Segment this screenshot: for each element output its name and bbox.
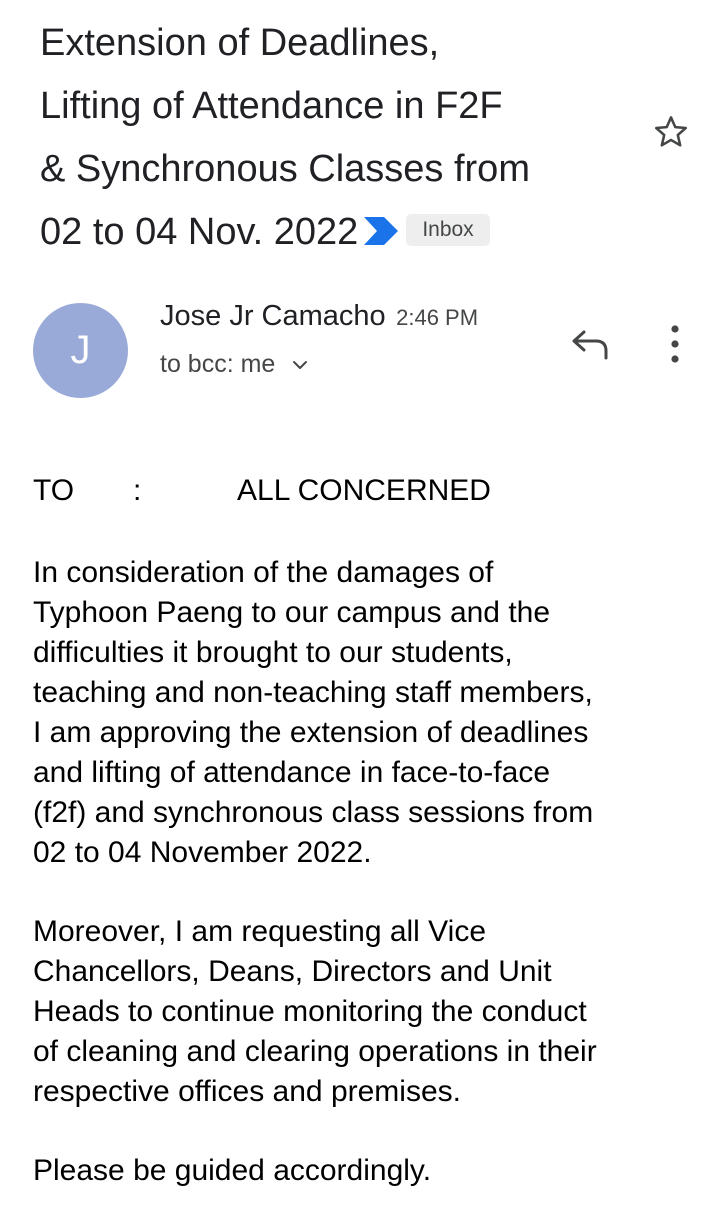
subject-line-last <box>40 201 630 264</box>
recipients-toggle[interactable] <box>160 350 308 379</box>
to-colon: : <box>133 474 142 507</box>
importance-marker-icon[interactable] <box>364 217 398 245</box>
email-subject <box>40 12 630 264</box>
sender-line <box>160 300 478 333</box>
body-line: Moreover, I am requesting all Vice <box>33 915 487 948</box>
body-line: of cleaning and clearing operations in their <box>33 1035 597 1068</box>
body-line: teaching and non-teaching staff members, <box>33 676 593 709</box>
inbox-label-chip[interactable]: Inbox <box>406 214 489 246</box>
reply-icon[interactable] <box>570 326 612 362</box>
body-line: 02 to 04 November 2022. <box>33 836 372 869</box>
sent-time: 2:46 PM <box>396 305 479 330</box>
body-line: Please be guided accordingly. <box>33 1154 432 1187</box>
subject-line: Lifting of Attendance in F2F <box>40 85 503 127</box>
body-line: I am approving the extension of deadlines <box>33 716 589 749</box>
sender-avatar[interactable]: J <box>33 303 128 398</box>
body-line: In consideration of the damages of <box>33 556 494 589</box>
to-label: TO <box>33 474 75 507</box>
recipients-text: to bcc: me <box>160 350 276 378</box>
body-paragraph-1 <box>33 553 693 873</box>
subject-line-text: 02 to 04 Nov. 2022 <box>40 211 359 253</box>
subject-line: Extension of Deadlines, <box>40 22 440 64</box>
sender-name[interactable]: Jose Jr Camacho <box>160 300 386 332</box>
body-line: and lifting of attendance in face-to-face <box>33 756 551 789</box>
body-line: respective offices and premises. <box>33 1075 461 1108</box>
to-value: ALL CONCERNED <box>237 474 491 507</box>
body-line: Heads to continue monitoring the conduct <box>33 995 587 1028</box>
star-icon[interactable] <box>652 113 690 151</box>
body-line: (f2f) and synchronous class sessions from <box>33 796 594 829</box>
body-line: Chancellors, Deans, Directors and Unit <box>33 955 552 988</box>
chevron-down-icon <box>292 359 308 371</box>
subject-line: & Synchronous Classes from <box>40 148 530 190</box>
body-paragraph-2 <box>33 912 693 1112</box>
body-line: difficulties it brought to our students, <box>33 636 513 669</box>
more-vertical-icon[interactable] <box>664 322 686 366</box>
body-paragraph-3 <box>33 1151 693 1191</box>
body-line: Typhoon Paeng to our campus and the <box>33 596 551 629</box>
